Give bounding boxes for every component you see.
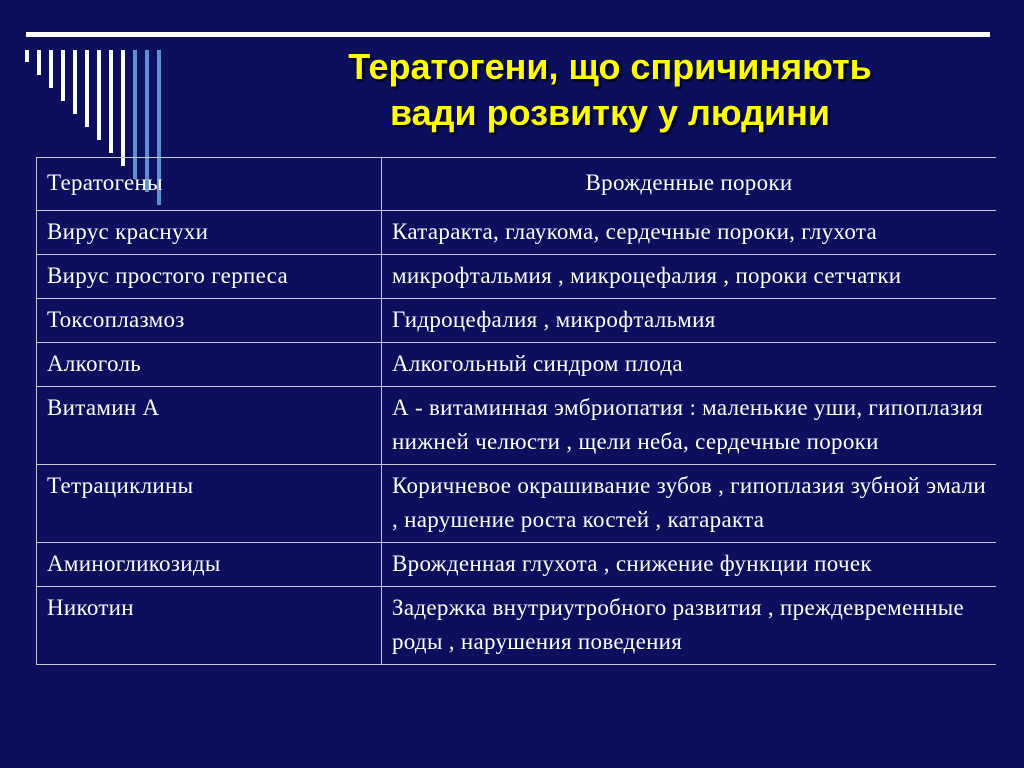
teratogen-table [36,157,996,665]
header-defects: Врожденные пороки [382,158,997,211]
table-row [37,255,997,299]
table-row [37,343,997,387]
defects-cell: Гидроцефалия , микрофтальмия [382,299,997,343]
title-line-2: вади розвитку у людини [389,92,830,133]
defects-cell: Алкогольный синдром плода [382,343,997,387]
title-line-1: Тератогени, що спричиняють [348,46,872,87]
table-row [37,587,997,665]
header-teratogens: Тератогены [37,158,382,211]
agent-cell: Никотин [37,587,382,665]
table-header-row [37,158,997,211]
table-row [37,543,997,587]
table-row [37,387,997,465]
agent-cell: Алкоголь [37,343,382,387]
defects-cell: Задержка внутриутробного развития , преждевременные роды , нарушения поведения [382,587,997,665]
defects-cell: А - витаминная эмбриопатия : маленькие уши, гипоплазия нижней челюсти , щели неба, сердечные пороки [382,387,997,465]
defects-cell: микрофтальмия , микроцефалия , пороки сетчатки [382,255,997,299]
slide-title [240,44,980,136]
teratogen-table-container [36,157,996,768]
table-row [37,465,997,543]
agent-cell: Тетрациклины [37,465,382,543]
table-row [37,299,997,343]
defects-cell: Катаракта, глаукома, сердечные пороки, глухота [382,211,997,255]
table-row [37,211,997,255]
agent-cell: Вирус простого герпеса [37,255,382,299]
agent-cell: Витамин А [37,387,382,465]
defects-cell: Врожденная глухота , снижение функции почек [382,543,997,587]
agent-cell: Токсоплазмоз [37,299,382,343]
agent-cell: Аминогликозиды [37,543,382,587]
defects-cell: Коричневое окрашивание зубов , гипоплазия зубной эмали , нарушение роста костей , катаракта [382,465,997,543]
agent-cell: Вирус краснухи [37,211,382,255]
